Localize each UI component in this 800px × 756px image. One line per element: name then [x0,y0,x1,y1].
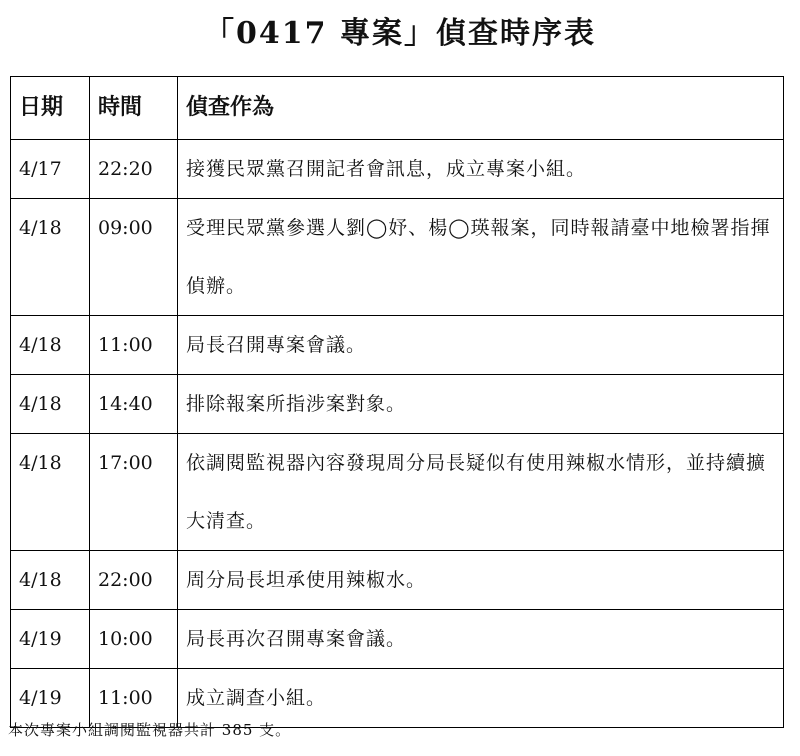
table-row [11,551,784,610]
column-header-date: 日期 [11,77,90,140]
table-header-row [11,77,784,140]
cell-action: 局長再次召開專案會議。 [178,610,784,669]
cell-time: 11:00 [90,669,178,728]
cell-time: 22:00 [90,551,178,610]
cell-action: 依調閱監視器內容發現周分局長疑似有使用辣椒水情形，並持續擴大清查。 [178,434,784,551]
table-row [11,375,784,434]
cell-date: 4/17 [11,140,90,199]
column-header-action: 偵查作為 [178,77,784,140]
cell-time: 11:00 [90,316,178,375]
cell-time: 14:40 [90,375,178,434]
cell-action: 受理民眾黨參選人劉◯妤、楊◯瑛報案，同時報請臺中地檢署指揮偵辦。 [178,199,784,316]
cell-time: 09:00 [90,199,178,316]
cell-date: 4/18 [11,199,90,316]
document-title: 「0417 專案」偵查時序表 [204,16,596,51]
cell-date: 4/18 [11,551,90,610]
table-row [11,316,784,375]
cell-time: 10:00 [90,610,178,669]
cell-time: 17:00 [90,434,178,551]
cell-date: 4/19 [11,669,90,728]
cell-date: 4/18 [11,375,90,434]
table-row [11,140,784,199]
table-row [11,434,784,551]
cell-action: 排除報案所指涉案對象。 [178,375,784,434]
column-header-time: 時間 [90,77,178,140]
cell-date: 4/18 [11,316,90,375]
table-row [11,610,784,669]
cell-time: 22:20 [90,140,178,199]
cell-action: 接獲民眾黨召開記者會訊息，成立專案小組。 [178,140,784,199]
investigation-timeline-table [10,76,784,728]
cell-date: 4/18 [11,434,90,551]
cell-date: 4/19 [11,610,90,669]
cell-action: 周分局長坦承使用辣椒水。 [178,551,784,610]
cell-action: 成立調查小組。 [178,669,784,728]
table-row [11,199,784,316]
footnote: 本次專案小組調閱監視器共計 385 支。 [8,721,292,739]
cell-action: 局長召開專案會議。 [178,316,784,375]
